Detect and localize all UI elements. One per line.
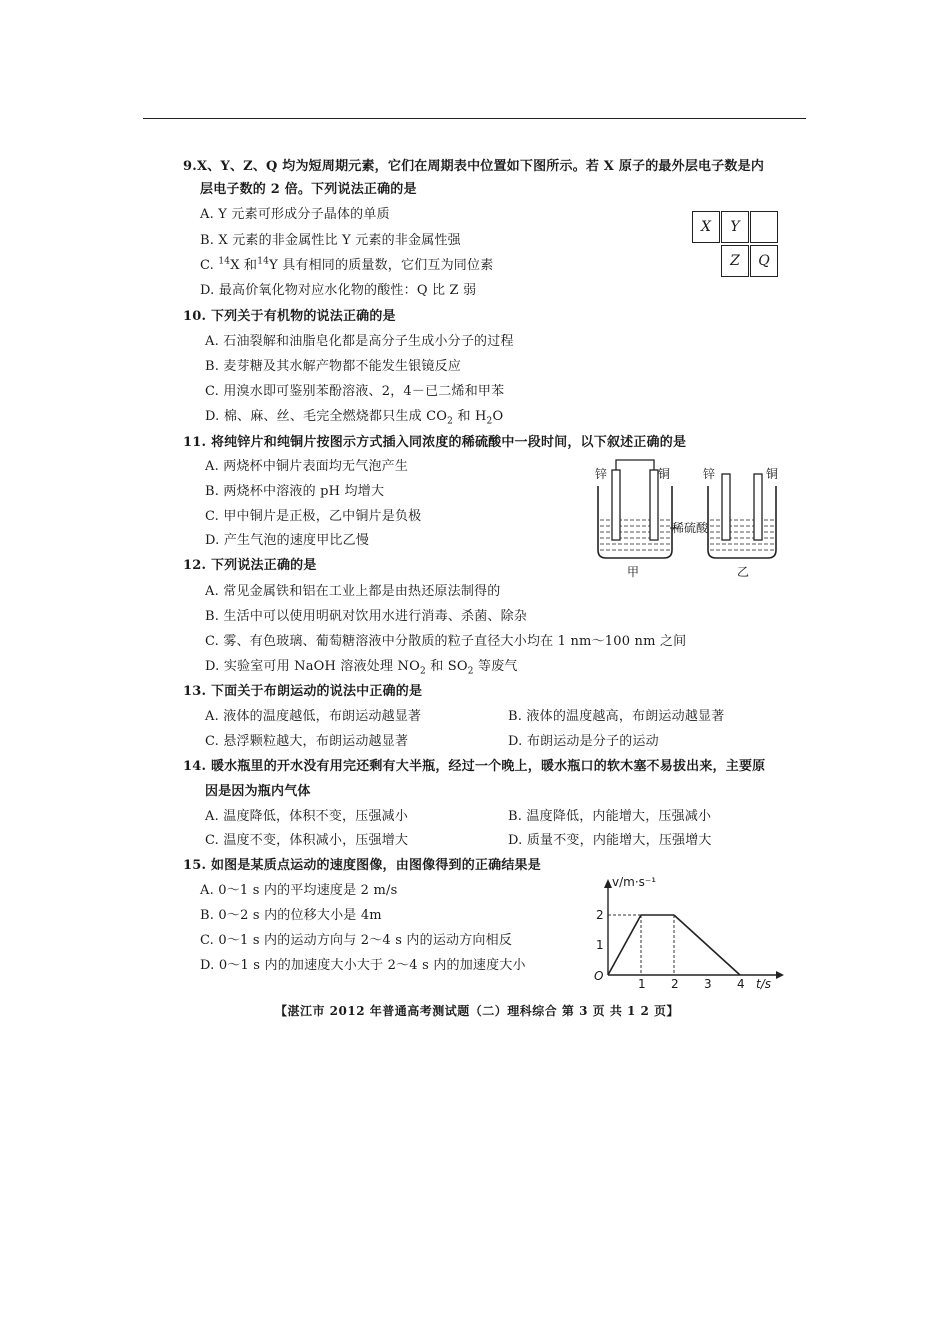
origin-label: O — [594, 969, 604, 983]
q12-option-d: D. 实验室可用 NaOH 溶液处理 $NO_2$ 和 $SO_2$ 等废气 — [205, 659, 518, 677]
q14-option-b: B. 温度降低，内能增大，压强减小 — [508, 809, 712, 824]
q10-option-c: C. 用溴水即可鉴别苯酚溶液、2，4－已二烯和甲苯 — [205, 384, 505, 399]
q14-option-c: C. 温度不变，体积减小，压强增大 — [205, 833, 409, 848]
q13-option-a: A. 液体的温度越低，布朗运动越显著 — [205, 709, 422, 724]
q10-option-b: B. 麦芽糖及其水解产物都不能发生银镜反应 — [205, 359, 462, 374]
label-copper-yi: 铜 — [766, 467, 779, 481]
q13-option-d: D. 布朗运动是分子的运动 — [508, 734, 659, 749]
q14-option-d: D. 质量不变，内能增大，压强增大 — [508, 833, 712, 848]
page-footer: 【湛江市 2012 年普通高考测试题（二）理科综合 第 3 页 共 1 2 页】 — [275, 1004, 680, 1018]
q14-option-a: A. 温度降低，体积不变，压强减小 — [205, 809, 409, 824]
q11-option-a: A. 两烧杯中铜片表面均无气泡产生 — [205, 459, 409, 474]
q14-stem-line1: 14. 暖水瓶里的开水没有用完还剩有大半瓶，经过一个晚上，暖水瓶口的软木塞不易拔出来，主要原 — [183, 759, 766, 774]
guide-lines — [608, 915, 674, 975]
x-tick-label: 4 — [737, 977, 745, 991]
x-tick-label: 1 — [638, 977, 646, 991]
q11-stem: 11. 将纯锌片和纯铜片按图示方式插入同浓度的稀硫酸中一段时间，以下叙述正确的是 — [183, 435, 687, 450]
q9-option-b: B. X 元素的非金属性比 Y 元素的非金属性强 — [200, 233, 461, 248]
tick-labels — [596, 908, 745, 991]
q13-option-c: C. 悬浮颗粒越大，布朗运动越显著 — [205, 734, 409, 749]
q10-option-a: A. 石油裂解和油脂皂化都是高分子生成小分子的过程 — [205, 334, 514, 349]
q9-stem-line2: 层电子数的 2 倍。下列说法正确的是 — [200, 182, 417, 197]
label-dilute-acid: 稀硫酸 — [672, 521, 709, 535]
q15-option-d: D. 0～1 s 内的加速度大小大于 2～4 s 内的加速度大小 — [200, 958, 526, 973]
y-tick-label: 2 — [596, 908, 604, 922]
series-segment-0 — [608, 915, 641, 975]
q10-stem: 10. 下列关于有机物的说法正确的是 — [183, 309, 396, 324]
q12-option-b: B. 生活中可以使用明矾对饮用水进行消毒、杀菌、除杂 — [205, 609, 528, 624]
q13-stem: 13. 下面关于布朗运动的说法中正确的是 — [183, 684, 423, 699]
y-axis-label: v/m·s⁻¹ — [612, 875, 657, 889]
y-tick-label: 1 — [596, 938, 604, 952]
cell-y: Y — [721, 211, 749, 243]
cell-x: X — [692, 211, 720, 243]
q13-option-b: B. 液体的温度越高，布朗运动越显著 — [508, 709, 725, 724]
x-tick-label: 3 — [704, 977, 712, 991]
label-zinc-jia: 锌 — [595, 467, 608, 481]
label-copper-jia: 铜 — [658, 467, 671, 481]
beaker-figure — [590, 458, 790, 580]
label-yi: 乙 — [737, 565, 750, 579]
cell-empty — [750, 211, 778, 243]
velocity-time-graph — [590, 876, 790, 996]
q12-option-c: C. 雾、有色玻璃、葡萄糖溶液中分散质的粒子直径大小均在 1 nm～100 nm 之间 — [205, 634, 687, 649]
q11-option-d: D. 产生气泡的速度甲比乙慢 — [205, 533, 370, 548]
label-jia: 甲 — [627, 565, 640, 579]
y-axis-arrow — [604, 879, 612, 888]
q14-stem-line2: 因是因为瓶内气体 — [205, 784, 311, 799]
q10-option-d: D. 棉、麻、丝、毛完全燃烧都只生成 $CO_2$ 和 $H_2O$ — [205, 409, 504, 427]
x-axis-label: t/s — [756, 977, 771, 991]
cell-z: Z — [721, 245, 749, 277]
x-axis-arrow — [776, 971, 784, 979]
q9-option-d: D. 最高价氧化物对应水化物的酸性：Q 比 Z 弱 — [200, 283, 477, 298]
q15-option-c: C. 0～1 s 内的运动方向与 2～4 s 内的运动方向相反 — [200, 933, 513, 948]
beaker-yi — [708, 474, 776, 558]
q9-option-a: A. Y 元素可形成分子晶体的单质 — [200, 207, 390, 222]
series-segment-2 — [674, 915, 740, 975]
q12-stem: 12. 下列说法正确的是 — [183, 558, 317, 573]
x-tick-label: 2 — [671, 977, 679, 991]
header-rule — [143, 118, 806, 119]
q11-option-c: C. 甲中铜片是正极，乙中铜片是负极 — [205, 509, 422, 524]
q15-stem: 15. 如图是某质点运动的速度图像，由图像得到的正确结果是 — [183, 858, 541, 873]
q15-option-b: B. 0～2 s 内的位移大小是 4m — [200, 908, 382, 923]
q11-option-b: B. 两烧杯中溶液的 pH 均增大 — [205, 484, 385, 499]
q12-option-a: A. 常见金属铁和铝在工业上都是由热还原法制得的 — [205, 584, 501, 599]
label-zinc-yi: 锌 — [703, 467, 716, 481]
q9-option-c: C. $^{14}$X 和$^{14}$Y 具有相同的质量数，它们互为同位素 — [200, 256, 494, 273]
q15-option-a: A. 0～1 s 内的平均速度是 2 m/s — [200, 883, 398, 898]
q9-stem-line1: 9.X、Y、Z、Q 均为短周期元素，它们在周期表中位置如下图所示。若 X 原子的最外层电子数是内 — [183, 159, 765, 174]
cell-q: Q — [750, 245, 778, 277]
